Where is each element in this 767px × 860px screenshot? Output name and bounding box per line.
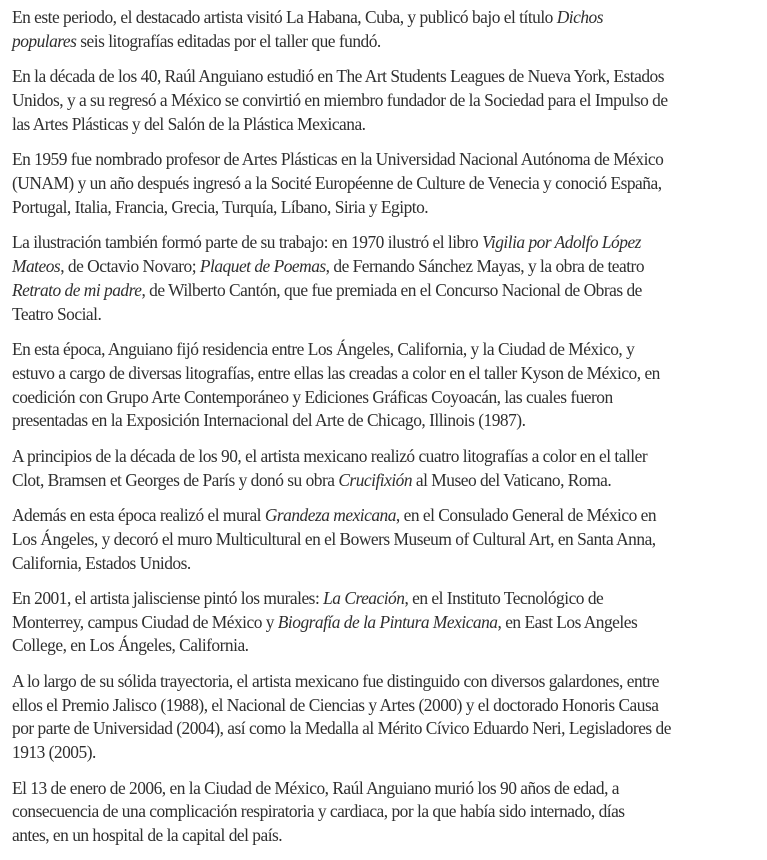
- paragraph-text: En 1959 fue nombrado profesor de Artes Plásticas en la Universidad Nacional Autónoma de México: [12, 149, 664, 170]
- paragraph-text: Teatro Social.: [12, 303, 102, 324]
- paragraph-text: , de Octavio Novaro;: [60, 255, 200, 276]
- paragraph-text: Portugal, Italia, Francia, Grecia, Turquía, Líbano, Siria y Egipto.: [12, 196, 429, 217]
- paragraph-text: Clot, Bramsen et Georges de París y donó su obra: [12, 469, 339, 490]
- article-body: [12, 6, 764, 860]
- italic-title-text: Retrato de mi padre: [12, 279, 142, 300]
- paragraph-text: , en el Instituto Tecnológico de: [404, 587, 604, 608]
- italic-title-text: Grandeza mexicana: [264, 504, 396, 525]
- italic-title-text: Crucifixión: [338, 469, 413, 490]
- paragraph-text: 1913 (2005).: [12, 742, 96, 763]
- italic-title-text: Plaquet de Poemas: [199, 255, 326, 276]
- paragraph-text: (UNAM) y un año después ingresó a la Socité Européenne de Culture de Venecia y conoció España,: [12, 172, 662, 193]
- paragraph-text: El 13 de enero de 2006, en la Ciudad de México, Raúl Anguiano murió los 90 años de edad, a: [12, 777, 619, 798]
- paragraph-text: Monterrey, campus Ciudad de México y: [12, 611, 278, 632]
- paragraph-text: coedición con Grupo Arte Contemporáneo y Ediciones Gráficas Coyoacán, las cuales fueron: [12, 386, 613, 407]
- paragraph-text: estuvo a cargo de diversas litografías, entre ellas las creadas a color en el taller Kyson de México, en: [12, 362, 660, 383]
- paragraph-text: por parte de Universidad (2004), así como la Medalla al Mérito Cívico Eduardo Neri, Legisladores de: [12, 718, 671, 739]
- paragraph-text: Los Ángeles, y decoró el muro Multicultural en el Bowers Museum of Cultural Art, en Santa Anna,: [12, 528, 656, 549]
- italic-title-text: Biografía de la Pintura Mexicana: [277, 611, 498, 632]
- paragraph-text: Unidos, y a su regresó a México se convirtió en miembro fundador de la Sociedad para el Impulso de: [12, 89, 668, 110]
- italic-title-text: La Creación: [323, 587, 405, 608]
- paragraph-text: La ilustración también formó parte de su trabajo: en 1970 ilustró el libro: [12, 232, 483, 253]
- paragraph-text: A lo largo de su sólida trayectoria, el artista mexicano fue distinguido con diversos galardones, entre: [12, 670, 659, 691]
- article-paragraph: [12, 65, 764, 136]
- article-paragraph: [12, 587, 764, 658]
- italic-title-text: populares: [12, 30, 77, 51]
- article-paragraph: [12, 670, 764, 765]
- paragraph-text: al Museo del Vaticano, Roma.: [412, 469, 612, 490]
- article-paragraph: [12, 148, 764, 219]
- paragraph-text: consecuencia de una complicación respiratoria y cardiaca, por la que había sido internado, días: [12, 801, 625, 822]
- paragraph-text: , de Wilberto Cantón, que fue premiada en el Concurso Nacional de Obras de: [141, 279, 642, 300]
- paragraph-text: antes, en un hospital de la capital del país.: [12, 825, 283, 846]
- article-paragraph: [12, 338, 764, 433]
- paragraph-text: , de Fernando Sánchez Mayas, y la obra de teatro: [325, 255, 645, 276]
- paragraph-text: presentadas en la Exposición Internacional del Arte de Chicago, Illinois (1987).: [12, 410, 526, 431]
- paragraph-text: California, Estados Unidos.: [12, 552, 191, 573]
- paragraph-text: En este periodo, el destacado artista visitó La Habana, Cuba, y publicó bajo el título: [12, 7, 557, 27]
- paragraph-text: ellos el Premio Jalisco (1988), el Nacional de Ciencias y Artes (2000) y el doctorado Honoris Causa: [12, 694, 659, 715]
- article-paragraph: [12, 231, 764, 326]
- paragraph-text: En esta época, Anguiano fijó residencia entre Los Ángeles, California, y la Ciudad de México, y: [12, 338, 635, 359]
- paragraph-text: Además en esta época realizó el mural: [12, 504, 265, 525]
- paragraph-text: , en el Consulado General de México en: [395, 504, 657, 525]
- article-paragraph: [12, 504, 764, 575]
- paragraph-text: seis litografías editadas por el taller que fundó.: [76, 30, 381, 51]
- italic-title-text: Vigilia por Adolfo López: [482, 232, 641, 253]
- article-paragraph: [12, 777, 764, 848]
- paragraph-text: College, en Los Ángeles, California.: [12, 635, 249, 656]
- paragraph-text: las Artes Plásticas y del Salón de la Plástica Mexicana.: [12, 113, 366, 134]
- paragraph-text: A principios de la década de los 90, el artista mexicano realizó cuatro litografías a color en el taller: [12, 445, 648, 466]
- article-paragraph: [12, 445, 764, 493]
- paragraph-text: , en East Los Angeles: [497, 611, 638, 632]
- italic-title-text: Dichos: [556, 7, 603, 27]
- paragraph-text: En 2001, el artista jalisciense pintó los murales:: [12, 587, 324, 608]
- italic-title-text: Mateos: [12, 255, 61, 276]
- paragraph-text: En la década de los 40, Raúl Anguiano estudió en The Art Students Leagues de Nueva York, Estados: [12, 66, 665, 87]
- article-paragraph: [12, 6, 764, 54]
